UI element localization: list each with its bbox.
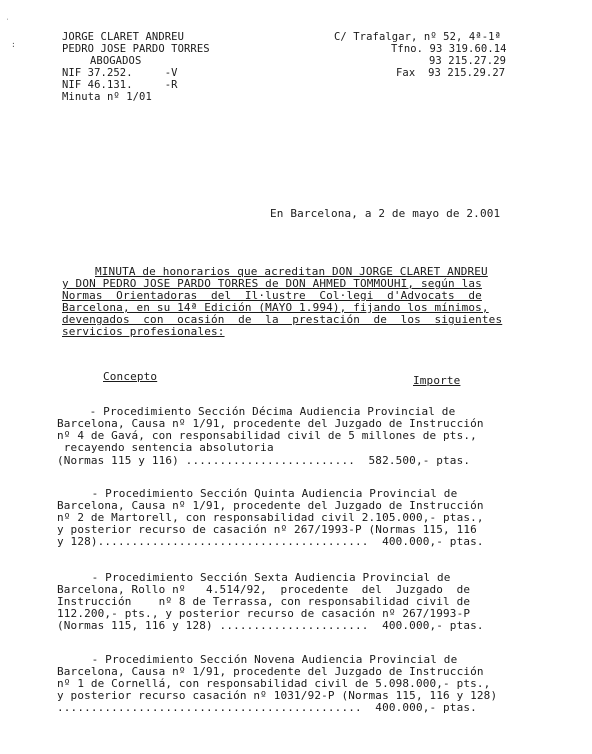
fee-item-line: - Procedimiento Sección Sexta Audiencia Provincial de (51, 571, 451, 584)
fee-item-line: Barcelona, Causa nº 1/91, procedente del Juzgado de Instrucción (57, 499, 484, 512)
fee-item-line: y posterior recurso casación nº 1031/92-P (Normas 115, 116 y 128) (57, 689, 498, 702)
fee-item-line: Instrucción nº 8 de Terrassa, con responsabilidad civil de (57, 595, 471, 608)
fee-item-line: y posterior recurso de casación nº 267/1993-P (Normas 115, 116 (57, 523, 477, 536)
profession-label: ABOGADOS (90, 55, 142, 67)
phone-2: 93 215.27.29 (429, 55, 507, 67)
fee-item-line: Barcelona, Causa nº 1/91, procedente del Juzgado de Instrucción (57, 665, 484, 678)
intro-line-2: y DON PEDRO JOSE PARDO TORRES de DON AHMED TOMMOUHI, según las (62, 277, 482, 290)
fee-item-amount-line: y 128)........................................ 400.000,- ptas. (57, 535, 484, 548)
fee-item-line: nº 2 de Martorell, con responsabilidad civil 2.105.000,- ptas., (57, 511, 484, 524)
address: C/ Trafalgar, nº 52, 4ª-1ª (334, 31, 501, 43)
lawyer-name-2: PEDRO JOSE PARDO TORRES (62, 43, 210, 55)
fee-item-amount-line: (Normas 115 y 116) ......................... 582.500,- ptas. (57, 454, 471, 467)
date-line: En Barcelona, a 2 de mayo de 2.001 (270, 207, 501, 220)
intro-line-5: devengados con ocasión de la prestación de los siguientes (62, 313, 503, 326)
fee-item-line: Barcelona, Rollo nº 4.514/92, procedente del Juzgado de (57, 583, 471, 596)
amount-column-heading: Importe (413, 374, 461, 387)
intro-line-6: servicios profesionales: (62, 325, 225, 338)
fee-item-line: nº 4 de Gavá, con responsabilidad civil de 5 millones de pts., (57, 429, 477, 442)
fax: Fax 93 215.29.27 (396, 67, 506, 79)
fee-item-line: - Procedimiento Sección Novena Audiencia Provincial de (51, 653, 458, 666)
minuta-number: Minuta nº 1/01 (62, 91, 152, 103)
fee-item-line: - Procedimiento Sección Quinta Audiencia Provincial de (51, 487, 458, 500)
scan-speck: ˙ (5, 18, 10, 27)
intro-line-1: MINUTA de honorarios que acreditan DON JORGE CLARET ANDREU (95, 265, 488, 278)
fee-item-line: - Procedimiento Sección Décima Audiencia Provincial de (49, 405, 456, 418)
intro-line-4: Barcelona, en su 14ª Edición (MAYO 1.994), fijando los mínimos, (62, 301, 489, 314)
phone-1: Tfno. 93 319.60.14 (391, 43, 507, 55)
concept-column-heading: Concepto (103, 370, 158, 383)
nif-2: NIF 46.131. -R (62, 79, 178, 91)
fee-item-amount-line: (Normas 115, 116 y 128) ...................... 400.000,- ptas. (57, 619, 484, 632)
scan-speck: : (11, 40, 16, 49)
fee-item-line: nº 1 de Cornellá, con responsabilidad civil de 5.098.000,- pts., (57, 677, 491, 690)
fee-item-line: Barcelona, Causa nº 1/91, procedente del Juzgado de Instrucción (57, 417, 484, 430)
fee-item-amount-line: ............................................. 400.000,- ptas. (57, 701, 477, 714)
intro-line-3: Normas Orientadoras del Il·lustre Col·legi d'Advocats de (62, 289, 482, 302)
lawyer-name-1: JORGE CLARET ANDREU (62, 31, 185, 43)
fee-item-line: 112.200,- pts., y posterior recurso de casación nº 267/1993-P (57, 607, 471, 620)
fee-item-line: recayendo sentencia absolutoria (57, 441, 274, 454)
nif-1: NIF 37.252. -V (62, 67, 178, 79)
